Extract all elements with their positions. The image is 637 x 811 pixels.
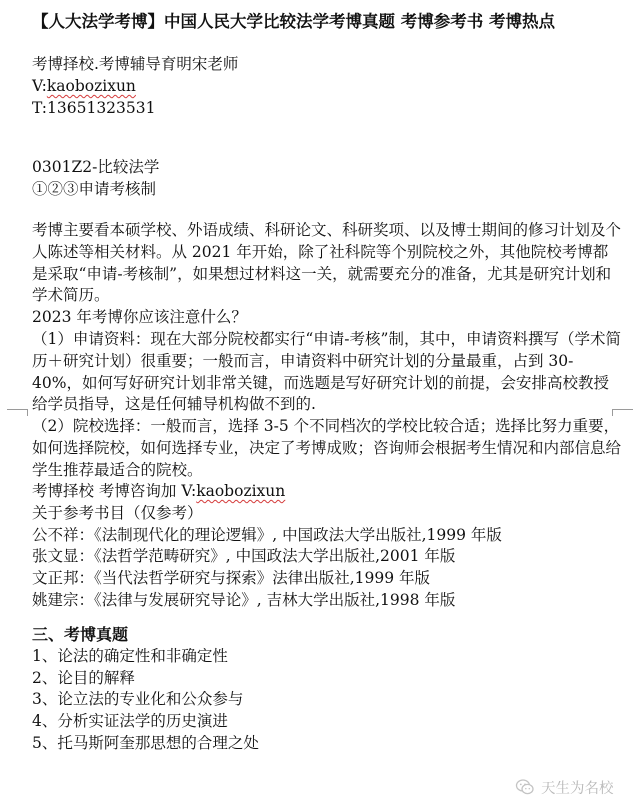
exam-heading: 三、考博真题	[32, 625, 129, 644]
exam-item: 5、托马斯阿奎那思想的合理之处	[32, 733, 259, 752]
contact-phone: T:13651323531	[32, 98, 156, 117]
page-break-marker-right	[612, 409, 633, 416]
contact-line-1: 考博择校.考博辅导育明宋老师	[32, 55, 239, 73]
reference-item: 文正邦：《当代法哲学研究与探索》法律出版社,1999 年版	[32, 569, 431, 588]
intro-paragraph-1: 考博主要看本硕学校、外语成绩、科研论文、科研奖项、以及博士期间的修习计划及个人陈述等相关材料。从 2021 年开始，除了社科院等个别院校之外，其他院校考博都是采取“申请-考核制”，如果想过材料这一关，就需要充分的准备，尤其是研究计划和学术简历。	[32, 221, 622, 305]
exam-item: 4、分析实证法学的历史演进	[32, 712, 228, 731]
exam-block	[32, 624, 622, 755]
exam-item: 3、论立法的专业化和公众参与	[32, 690, 244, 709]
school-choice-block	[32, 416, 622, 481]
references-heading: 关于参考书目（仅参考）	[32, 503, 203, 522]
contact-v-prefix: V:	[32, 76, 47, 95]
reference-item: 张文显：《法哲学范畴研究》, 中国政法大学出版社,2001 年版	[32, 547, 456, 566]
reference-item: 公不祥：《法制现代化的理论逻辑》, 中国政法大学出版社,1999 年版	[32, 525, 502, 544]
intro-paragraph-school: （2）院校选择：一般而言，选择 3-5 个不同档次的学校比较合适；选择比努力重要，如何选择院校，如何选择专业，决定了考博成败；咨询师会根据考生情况和内部信息给学生推荐最适合的院校。	[32, 417, 622, 479]
page-break-marker-left	[7, 409, 28, 416]
exam-item: 1、论法的确定性和非确定性	[32, 646, 228, 665]
intro-block	[32, 220, 622, 416]
contact-wechat-id: kaobozixun	[46, 76, 136, 95]
consult-line	[32, 481, 622, 503]
contact-line-2	[32, 76, 622, 98]
wechat-icon	[515, 777, 535, 797]
consult-prefix: 考博择校 考博咨询加 V:	[32, 482, 197, 500]
document-title: 【人大法学考博】中国人民大学比较法学考博真题 考博参考书 考博热点	[32, 12, 555, 31]
intro-paragraph-application: （1）申请资料：现在大部分院校都实行“申请-考核”制，其中，申请资料撰写（学术简历＋研究计划）很重要；一般而言，申请资料中研究计划的分量最重，占到 30-40%，如何写好研究计划非常关键，而选题是写好研究计划的前提，会安排高校教授给学员指导，这是任何辅导机构做不到的.	[32, 329, 621, 414]
exam-item: 2、论目的解释	[32, 668, 135, 687]
contact-block	[32, 54, 622, 119]
major-code: 0301Z2-比较法学	[32, 158, 160, 176]
major-block	[32, 157, 622, 201]
references-block	[32, 481, 622, 612]
watermark-text: 天生为名校	[541, 780, 614, 797]
admission-mode: ①②③申请考核制	[32, 179, 157, 198]
intro-question: 2023 年考博你应该注意什么？	[32, 308, 247, 327]
watermark	[515, 776, 614, 798]
reference-item: 姚建宗：《法律与发展研究导论》, 吉林大学出版社,1998 年版	[32, 590, 456, 609]
consult-wechat-id: kaobozixun	[196, 482, 286, 500]
